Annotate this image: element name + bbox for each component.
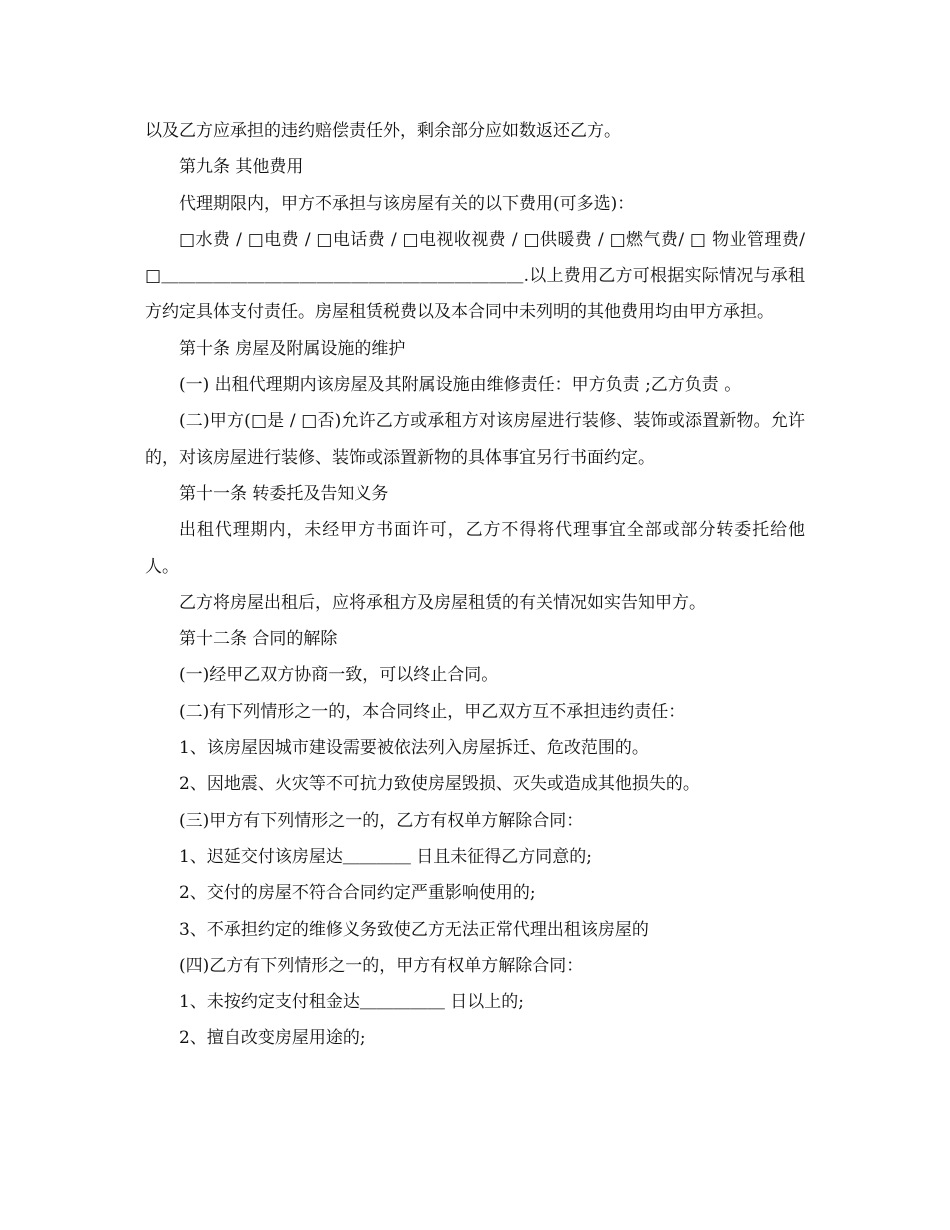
- clause-mutual-termination: (一)经甲乙双方协商一致，可以终止合同。: [179, 665, 499, 686]
- clause-party-a-breach: (三)甲方有下列情形之一的，乙方有权单方解除合同：: [179, 810, 584, 831]
- list-item-demolition: 1、该房屋因城市建设需要被依法列入房屋拆迁、危改范围的。: [179, 738, 649, 759]
- heading-article-9: 第九条 其他费用: [179, 157, 304, 178]
- list-item-delayed-delivery: 1、迟延交付该房屋达＿＿＿＿ 日且未征得乙方同意的;: [179, 846, 592, 867]
- paragraph-fee-options: □水费 / □电费 / □电话费 / □电视收视费 / □供暖费 / □燃气费/ □ 物业管理费/ □＿＿＿＿＿＿＿＿＿＿＿＿＿＿＿＿＿＿＿＿＿.以上费用乙方可根据实际情况与承租方约定具体支付责任。房屋租赁税费以及本合同中未列明的其他费用均由甲方承担。: [145, 229, 805, 323]
- paragraph-refund-continuation: 以及乙方应承担的违约赔偿责任外，剩余部分应如数返还乙方。: [145, 121, 621, 141]
- clause-termination-no-liability: (二)有下列情形之一的，本合同终止，甲乙双方互不承担违约责任：: [179, 701, 686, 722]
- paragraph-maintenance-responsibility: (一) 出租代理期内该房屋及其附属设施由维修责任：甲方负责 ;乙方负责 。: [179, 375, 742, 396]
- list-item-no-maintenance: 3、不承担约定的维修义务致使乙方无法正常代理出租该房屋的: [179, 919, 649, 940]
- heading-article-12: 第十二条 合同的解除: [179, 629, 338, 650]
- list-item-unpaid-rent: 1、未按约定支付租金达＿＿＿＿＿ 日以上的;: [179, 992, 524, 1013]
- paragraph-decoration-permission: (二)甲方(□是 / □否)允许乙方或承租方对该房屋进行装修、装饰或添置新物。允许的，对该房屋进行装修、装饰或添置新物的具体事宜另行书面约定。: [145, 411, 805, 468]
- list-item-nonconforming-house: 2、交付的房屋不符合合同约定严重影响使用的;: [179, 883, 536, 904]
- document-body: [145, 113, 805, 1057]
- clause-party-b-breach: (四)乙方有下列情形之一的，甲方有权单方解除合同：: [179, 955, 584, 976]
- heading-article-10: 第十条 房屋及附属设施的维护: [179, 338, 406, 359]
- list-item-force-majeure: 2、因地震、火灾等不可抗力致使房屋毁损、灭失或造成其他损失的。: [179, 774, 700, 795]
- paragraph-notify-party-a: 乙方将房屋出租后，应将承租方及房屋租赁的有关情况如实告知甲方。: [179, 592, 706, 613]
- heading-article-11: 第十一条 转委托及告知义务: [179, 483, 389, 504]
- paragraph-fees-intro: 代理期限内，甲方不承担与该房屋有关的以下费用(可多选)：: [179, 193, 635, 214]
- paragraph-no-subdelegation: 出租代理期内，未经甲方书面许可，乙方不得将代理事宜全部或部分转委托给他人。: [145, 520, 805, 577]
- list-item-changed-use: 2、擅自改变房屋用途的;: [179, 1028, 366, 1049]
